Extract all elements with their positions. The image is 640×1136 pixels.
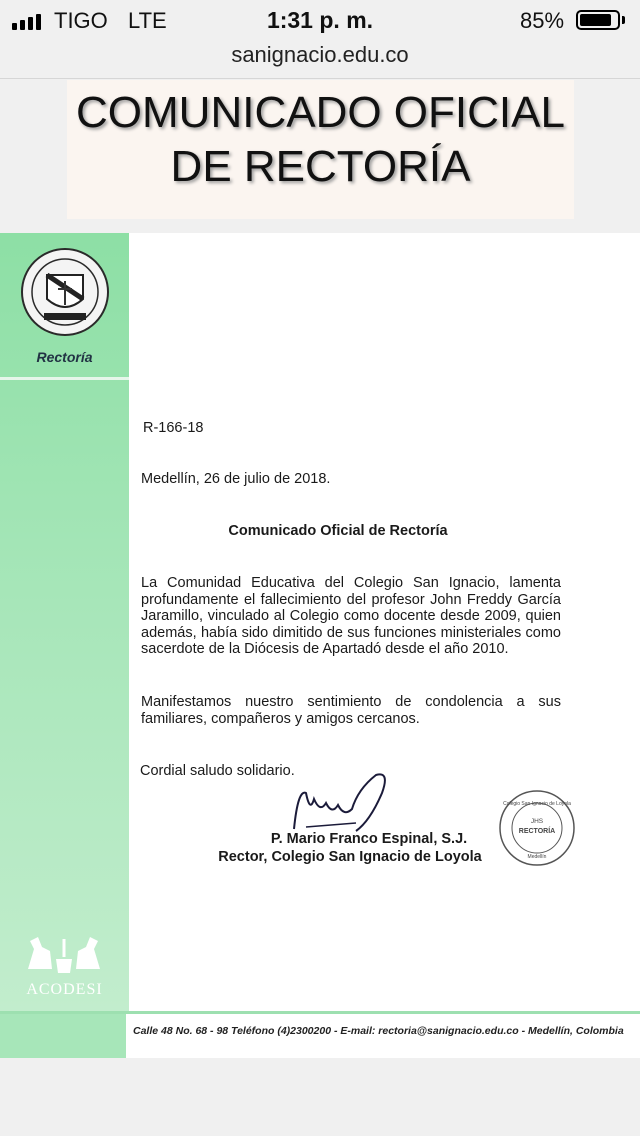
signer-name: P. Mario Franco Espinal, S.J. — [270, 831, 468, 847]
letter-paragraph-1: La Comunidad Educativa del Colegio San Ignacio, lamenta profundamente el fallecimiento del profesor John Freddy García Jaramillo, vinculado al Colegio como docente desde 2009, quien además, había sido dimitido de sus funciones ministeriales como sacerdote de la Diócesis de Apartadó desde el año 2010. — [141, 575, 561, 658]
url-bar[interactable]: sanignacio.edu.co — [231, 42, 409, 67]
acodesi-logo-icon — [20, 929, 108, 977]
letterhead-footer: Calle 48 No. 68 - 98 Teléfono (4)2300200 - E-mail: rectoria@sanignacio.edu.co - Medellín, Colombia — [133, 1025, 624, 1037]
signer-title: Rector, Colegio San Ignacio de Loyola — [218, 849, 482, 865]
stamp-monogram: JHS — [530, 818, 544, 825]
banner-title — [67, 86, 574, 194]
letter-document — [0, 233, 640, 1058]
stamp-top-text: Colegio San Ignacio de Loyola — [503, 801, 571, 807]
banner-title-line2: DE RECTORÍA — [170, 142, 471, 191]
letterhead-department: Rectoría — [36, 349, 93, 365]
battery-percent: 85% — [520, 8, 565, 33]
acodesi-label: ACODESI — [26, 981, 103, 998]
clock: 1:31 p. m. — [266, 7, 374, 33]
letter-subject: Comunicado Oficial de Rectoría — [228, 523, 448, 539]
letter-reference: R-166-18 — [143, 420, 204, 436]
footer-green-band — [0, 1014, 126, 1058]
sidebar-divider — [0, 377, 129, 380]
stamp-middle-text: RECTORÍA — [518, 828, 556, 835]
letter-closing: Cordial saludo solidario. — [140, 763, 295, 779]
school-seal-logo-icon — [20, 247, 110, 337]
letter-paragraph-2: Manifestamos nuestro sentimiento de condolencia a sus familiares, compañeros y amigos cercanos. — [141, 694, 561, 727]
letter-date: Medellín, 26 de julio de 2018. — [141, 471, 331, 487]
stamp-bottom-text: Medellín — [527, 854, 547, 860]
rectoria-stamp-icon — [498, 789, 576, 867]
battery-icon — [576, 10, 620, 30]
status-bar — [0, 0, 640, 40]
letterhead-sidebar — [0, 233, 129, 1011]
battery-tip — [622, 16, 625, 24]
banner-title-line1: COMUNICADO OFICIAL — [76, 88, 565, 137]
announcement-banner — [67, 80, 574, 219]
network-type: LTE — [128, 8, 167, 33]
toolbar-divider — [0, 78, 640, 79]
carrier-name: TIGO — [54, 8, 108, 33]
